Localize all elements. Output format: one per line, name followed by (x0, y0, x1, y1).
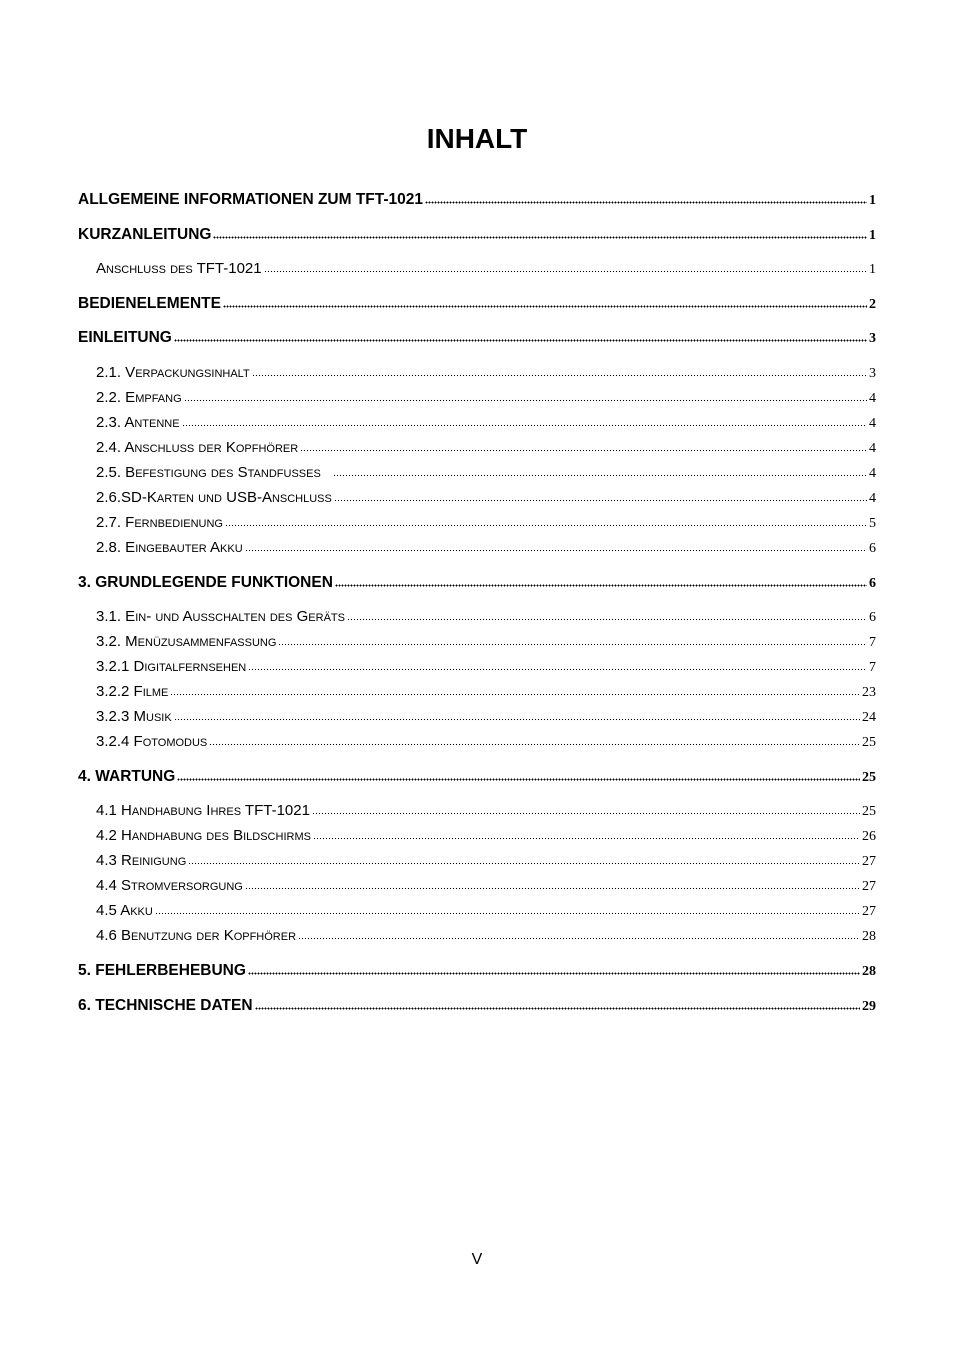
toc-page-number: 25 (862, 735, 876, 750)
toc-entry-3-2-1[interactable] (96, 656, 876, 678)
dot-leader (313, 835, 860, 840)
toc-page-number: 6 (869, 576, 876, 591)
toc-page-number: 25 (862, 804, 876, 819)
toc-entry-allgemeine-informationen[interactable] (78, 189, 876, 211)
toc-entry-label: 2.1. Verpackungsinhalt (96, 364, 250, 381)
toc-entry-label: 3.2.3 Musik (96, 708, 172, 725)
toc-entry-label: 4.5 Akku (96, 902, 153, 919)
dot-leader (225, 522, 867, 527)
toc-entry-label: 3.2.4 Fotomodus (96, 733, 208, 750)
page-number-footer: V (471, 1251, 483, 1268)
toc-entry-label: 4.6 Benutzung der Kopfhörer (96, 927, 297, 944)
toc-entry-label: 5. FEHLERBEHEBUNG (78, 962, 246, 979)
dot-leader (333, 472, 867, 477)
dot-leader (298, 935, 860, 940)
dot-leader (170, 691, 860, 696)
dot-leader (182, 422, 867, 427)
toc-page-number: 4 (869, 491, 876, 506)
toc-entry-label: 2.5. Befestigung des Standfußes (96, 464, 321, 481)
dot-leader (335, 582, 867, 587)
toc-page-number: 28 (862, 964, 876, 979)
dot-leader (264, 268, 867, 273)
toc-entry-4-2[interactable] (96, 825, 876, 847)
dot-leader (174, 716, 860, 721)
toc-page-number: 27 (862, 879, 876, 894)
toc-entry-2-4[interactable] (96, 437, 876, 459)
dot-leader (425, 199, 867, 204)
toc-entry-label: 2.4. Anschluss der Kopfhörer (96, 439, 299, 456)
toc-page-number: 3 (869, 366, 876, 381)
toc-entry-label: 2.2. Empfang (96, 389, 182, 406)
toc-entry-label: 2.3. Antenne (96, 414, 180, 431)
toc-page-number: 7 (869, 635, 876, 650)
toc-entry-label: 4.3 Reinigung (96, 852, 187, 869)
toc-entry-einleitung[interactable] (78, 327, 876, 349)
toc-entry-2-8[interactable] (96, 537, 876, 559)
toc-entry-3-2[interactable] (96, 631, 876, 653)
toc-entry-label: 3.2.1 Digitalfernsehen (96, 658, 247, 675)
toc-entry-label: BEDIENELEMENTE (78, 295, 221, 312)
dot-leader (245, 885, 860, 890)
toc-entry-wartung[interactable] (78, 766, 876, 788)
toc-page-number: 27 (862, 854, 876, 869)
toc-entry-label: 2.6.SD-Karten und USB-Anschluss (96, 489, 332, 506)
toc-entry-label: 4.1 Handhabung Ihres TFT-1021 (96, 802, 310, 819)
toc-entry-3-1[interactable] (96, 606, 876, 628)
toc-entry-label: 3. GRUNDLEGENDE FUNKTIONEN (78, 574, 333, 591)
dot-leader (248, 666, 867, 671)
dot-leader (188, 860, 860, 865)
toc-page-number: 28 (862, 929, 876, 944)
dot-leader (174, 337, 867, 342)
toc-entry-3-2-4[interactable] (96, 731, 876, 753)
dot-leader (184, 397, 867, 402)
toc-page-number: 2 (869, 297, 876, 312)
toc-entry-2-2[interactable] (96, 387, 876, 409)
dot-leader (213, 234, 867, 239)
dot-leader (312, 810, 860, 815)
toc-entry-label: 3.2.2 Filme (96, 683, 169, 700)
toc-page-number: 4 (869, 466, 876, 481)
toc-entry-grundlegende-funktionen[interactable] (78, 572, 876, 594)
toc-entry-label: Anschluss des TFT-1021 (96, 260, 262, 277)
toc-entry-2-1[interactable] (96, 362, 876, 384)
toc-entry-2-5[interactable] (96, 462, 876, 484)
page-title: INHALT (426, 123, 528, 154)
toc-page-number: 7 (869, 660, 876, 675)
toc-entry-2-6[interactable] (96, 487, 876, 509)
toc-entry-label: 3.1. Ein- und Ausschalten des Geräts (96, 608, 345, 625)
toc-entry-label: ALLGEMEINE INFORMATIONEN ZUM TFT-1021 (78, 191, 424, 208)
toc-page-number: 5 (869, 516, 876, 531)
dot-leader (347, 616, 867, 621)
toc-page-number: 29 (862, 999, 876, 1014)
dot-leader (278, 641, 867, 646)
dot-leader (252, 372, 867, 377)
toc-entry-kurzanleitung[interactable] (78, 224, 876, 246)
toc-page-number: 24 (862, 710, 876, 725)
toc-page-number: 1 (869, 262, 876, 277)
toc-page-number: 4 (869, 416, 876, 431)
toc-entry-2-7[interactable] (96, 512, 876, 534)
toc-entry-4-6[interactable] (96, 925, 876, 947)
toc-entry-3-2-3[interactable] (96, 706, 876, 728)
toc-page-number: 27 (862, 904, 876, 919)
toc-page-number: 4 (869, 391, 876, 406)
toc-page-number: 25 (862, 770, 876, 785)
dot-leader (245, 547, 867, 552)
dot-leader (248, 970, 860, 975)
toc-entry-label: 4.2 Handhabung des Bildschirms (96, 827, 311, 844)
toc-entry-fehlerbehebung[interactable] (78, 960, 876, 982)
toc-page-number: 23 (862, 685, 876, 700)
dot-leader (334, 497, 867, 502)
dot-leader (177, 776, 860, 781)
toc-entry-technische-daten[interactable] (78, 995, 876, 1017)
toc-page-number: 1 (869, 228, 876, 243)
toc-entry-3-2-2[interactable] (96, 681, 876, 703)
toc-entry-label: 2.7. Fernbedienung (96, 514, 223, 531)
toc-entry-4-3[interactable] (96, 850, 876, 872)
toc-entry-label: 3.2. Menüzusammenfassung (96, 633, 277, 650)
toc-entry-label: EINLEITUNG (78, 329, 172, 346)
toc-page-number: 6 (869, 610, 876, 625)
toc-page-number: 6 (869, 541, 876, 556)
toc-page-number: 3 (869, 331, 876, 346)
toc-entry-bedienelemente[interactable] (78, 293, 876, 315)
toc-entry-4-5[interactable] (96, 900, 876, 922)
toc-entry-label: KURZANLEITUNG (78, 226, 212, 243)
toc-entry-4-1[interactable] (96, 800, 876, 822)
toc-entry-2-3[interactable] (96, 412, 876, 434)
dot-leader (300, 447, 867, 452)
toc-entry-label: 6. TECHNISCHE DATEN (78, 997, 253, 1014)
dot-leader (155, 910, 860, 915)
toc-entry-anschluss[interactable] (96, 258, 876, 280)
toc-page-number: 4 (869, 441, 876, 456)
toc-entry-label: 4. WARTUNG (78, 768, 176, 785)
toc-page-number: 1 (869, 193, 876, 208)
dot-leader (209, 741, 860, 746)
toc-entry-label: 4.4 Stromversorgung (96, 877, 243, 894)
toc-entry-4-4[interactable] (96, 875, 876, 897)
toc-page-number: 26 (862, 829, 876, 844)
toc-entry-label: 2.8. Eingebauter Akku (96, 539, 243, 556)
dot-leader (255, 1005, 860, 1010)
dot-leader (223, 303, 867, 308)
